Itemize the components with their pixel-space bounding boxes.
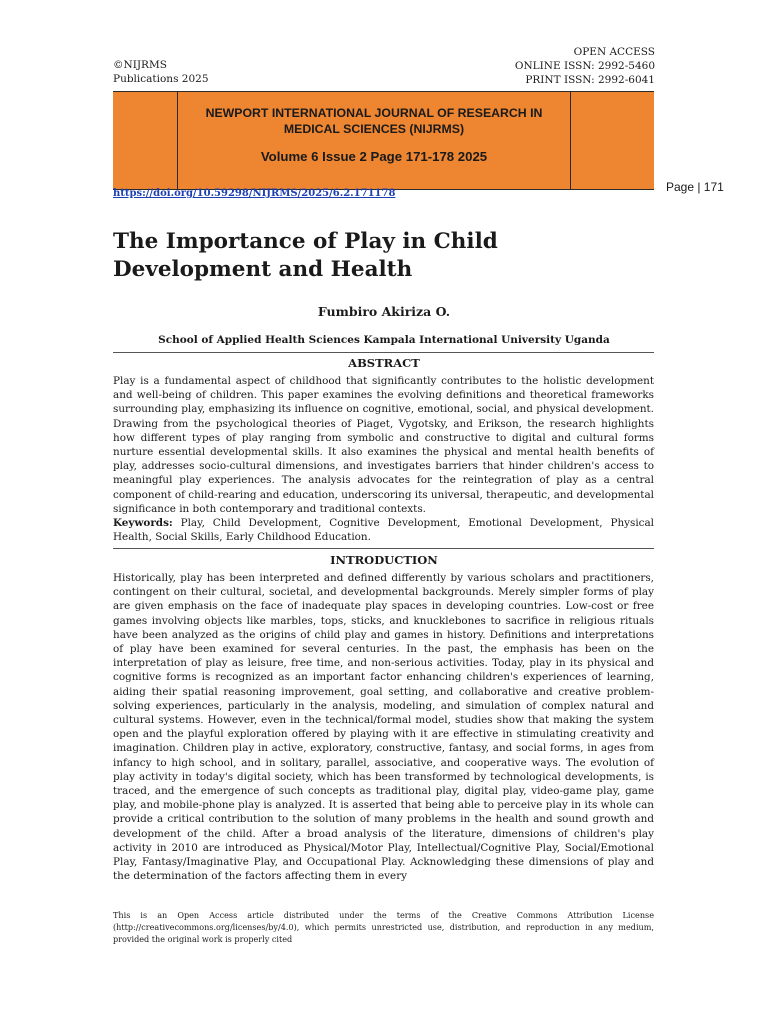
copyright-text: ©NIJRMS [113,59,167,71]
abstract-heading: ABSTRACT [348,356,420,370]
header-right [515,45,655,87]
introduction-body: Historically, play has been interpreted and defined differently by various scholars and practitioners, contingent on their cultural, societal, and developmental backgrounds. Merely simpler forms of play are given emphasis on the face of inadequate play spaces in developing countries. Low-cost or free games involving objects like marbles, tops, sticks, and knucklebones to sacrifice in religious rituals have been analyzed as the origins of child play and games in history. Definitions and interpretations of play have been examined for several centuries. In the past, the emphasis has been on the interpretation of play as leisure, free time, and non-serious activities. Today, play in its physical and cognitive forms is recognized as an important factor enhancing children's experiences of learning, aiding their spatial reasoning improvement, goal setting, and collaborative and creative problem-solving experiences, particularly in the analysis, modeling, and simulation of complex natural and cultural systems. However, even in the technical/formal model, studies show that making the system open and the playful exploration offered by playing with it are effective in stimulating creativity and imagination. Children play in active, exploratory, constructive, fantasy, and social forms, in ages from infancy to high school, and in solitary, parallel, associative, and cooperative ways. The evolution of play activity in today's digital society, which has been transformed by technological developments, is traced, and the emergence of such concepts as traditional play, digital play, video-game play, game play, and mobile-phone play is analyzed. It is asserted that being able to perceive play in its whole can provide a critical contribution to the solution of many problems in the health and sound growth and development of the child. After a broad analysis of the literature, dimensions of children's play activity in 2010 are introduced as Physical/Motor Play, Intellectual/Cognitive Play, Social/Emotional Play, Fantasy/Imaginative Play, and Occupational Play. Acknowledging these dimensions of play and the determination of the factors affecting them in every [113,572,654,883]
page-number: Page | 171 [666,180,724,194]
abstract-body [113,374,654,544]
journal-banner [113,91,654,190]
affiliation: School of Applied Health Sciences Kampala International University Uganda [158,334,610,346]
print-issn: PRINT ISSN: 2992-6041 [525,74,655,86]
intro-top-rule [113,548,654,549]
introduction-heading: INTRODUCTION [330,553,438,567]
open-access-label: OPEN ACCESS [573,46,655,58]
keywords-label: Keywords: [113,517,173,530]
header-left [113,58,209,86]
banner-center-cell [178,92,570,189]
license-footer: This is an Open Access article distributed under the terms of the Creative Commons Attribution License (http://creativecommons.org/licenses/by/4.0), which permits unrestricted use, distribution, and reproduction in any medium, provided the original work is properly cited [113,910,654,944]
banner-right-cell [570,92,654,189]
paper-title: The Importance of Play in Child Development and Health [113,229,498,282]
journal-name: NEWPORT INTERNATIONAL JOURNAL OF RESEARCH IN MEDICAL SCIENCES (NIJRMS) [205,106,543,136]
abstract-text: Play is a fundamental aspect of childhood that significantly contributes to the holistic development and well-being of children. This paper examines the evolving definitions and theoretical frameworks surrounding play, emphasizing its influence on cognitive, emotional, social, and physical development. Drawing from the psychological theories of Piaget, Vygotsky, and Erikson, the research highlights how different types of play ranging from symbolic and constructive to digital and cultural forms nurture essential developmental skills. It also examines the physical and mental health benefits of play, addresses socio-cultural dimensions, and investigates barriers that hinder children's access to meaningful play experiences. The analysis advocates for the reintegration of play as a central component of child-rearing and education, underscoring its universal, therapeutic, and developmental significance in both contemporary and traditional contexts. [113,375,654,515]
publications-year: Publications 2025 [113,73,209,85]
volume-info: Volume 6 Issue 2 Page 171-178 2025 [260,149,488,164]
online-issn: ONLINE ISSN: 2992-5460 [514,60,655,72]
keywords-list: Play, Child Development, Cognitive Development, Emotional Development, Physical Health, Social Skills, Early Childhood Education. [113,517,654,544]
author-name: Fumbiro Akiriza O. [317,304,451,319]
doi-link[interactable]: https://doi.org/10.59298/NIJRMS/2025/6.2.171178 [113,188,396,199]
abstract-top-rule [113,352,654,353]
banner-left-cell [113,92,178,189]
